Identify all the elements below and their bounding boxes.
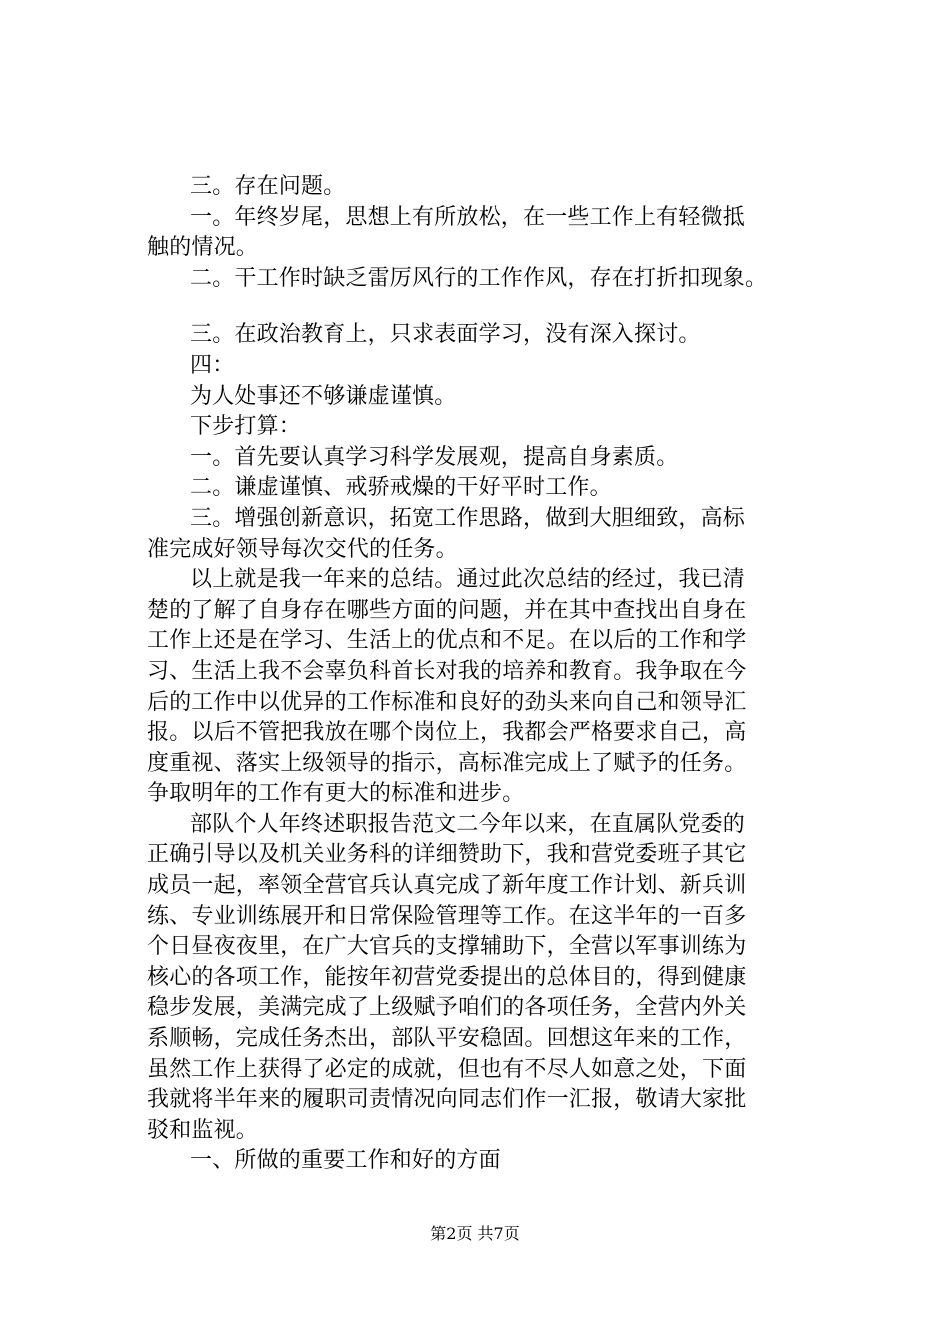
- text-line: 练、专业训练展开和日常保险管理等工作。在这半年的一百多: [147, 903, 747, 929]
- document-body: [147, 172, 847, 1177]
- text-line: 后的工作中以优异的工作标准和良好的劲头来向自己和领导汇: [147, 689, 747, 715]
- paragraph-gap: [147, 294, 847, 320]
- text-line: 二。谦虚谨慎、戒骄戒燥的干好平时工作。: [190, 475, 612, 501]
- text-line: 部队个人年终述职报告范文二今年以来，在直属队党委的: [190, 811, 746, 837]
- text-line: 报。以后不管把我放在哪个岗位上，我都会严格要求自己，高: [147, 720, 747, 746]
- text-line: 核心的各项工作，能按年初营党委提出的总体目的，得到健康: [147, 964, 747, 990]
- text-line: 三。存在问题。: [190, 174, 346, 199]
- text-line: 个日昼夜夜里，在广大官兵的支撑辅助下，全营以军事训练为: [147, 934, 747, 960]
- text-line: 以上就是我一年来的总结。通过此次总结的经过，我已清: [190, 567, 746, 593]
- text-line: 度重视、落实上级领导的指示，高标准完成上了赋予的任务。: [147, 750, 747, 776]
- text-line: 驳和监视。: [147, 1117, 259, 1143]
- text-line: 三。增强创新意识，拓宽工作思路，做到大胆细致，高标: [190, 505, 746, 531]
- page-number-footer: 第2页 共7页: [430, 1224, 520, 1243]
- text-line: 一。首先要认真学习科学发展观，提高自身素质。: [190, 444, 679, 470]
- text-line: 成员一起，率领全营官兵认真完成了新年度工作计划、新兵训: [147, 873, 747, 899]
- text-line: 楚的了解了自身存在哪些方面的问题，并在其中查找出自身在: [147, 597, 747, 623]
- text-line: 稳步发展，美满完成了上级赋予咱们的各项任务，全营内外关: [147, 995, 747, 1021]
- text-line: 二。干工作时缺乏雷厉风行的工作作风，存在打折扣现象。: [190, 265, 768, 291]
- text-line: 工作上还是在学习、生活上的优点和不足。在以后的工作和学: [147, 628, 747, 654]
- text-line: 为人处事还不够谦虚谨慎。: [190, 383, 457, 409]
- text-line: 我就将半年来的履职司责情况向同志们作一汇报，敬请大家批: [147, 1087, 747, 1113]
- text-line: 一。年终岁尾，思想上有所放松，在一些工作上有轻微抵: [190, 204, 746, 230]
- text-line: 触的情况。: [147, 235, 259, 261]
- text-line: 争取明年的工作有更大的标准和进步。: [147, 781, 525, 807]
- text-line: 准完成好领导每次交代的任务。: [147, 536, 458, 562]
- text-line: 系顺畅，完成任务杰出，部队平安稳固。回想这年来的工作，: [147, 1026, 747, 1052]
- text-line: 虽然工作上获得了必定的成就，但也有不尽人如意之处，下面: [147, 1056, 747, 1082]
- text-line: 习、生活上我不会辜负科首长对我的培养和教育。我争取在今: [147, 658, 747, 684]
- text-line: 四：: [190, 352, 235, 378]
- text-line: 正确引导以及机关业务科的详细赞助下，我和营党委班子其它: [147, 842, 747, 868]
- text-line: 三。在政治教育上，只求表面学习，没有深入探讨。: [190, 322, 701, 348]
- section-heading: 一、所做的重要工作和好的方面: [190, 1148, 501, 1174]
- text-line: 下步打算：: [190, 414, 302, 440]
